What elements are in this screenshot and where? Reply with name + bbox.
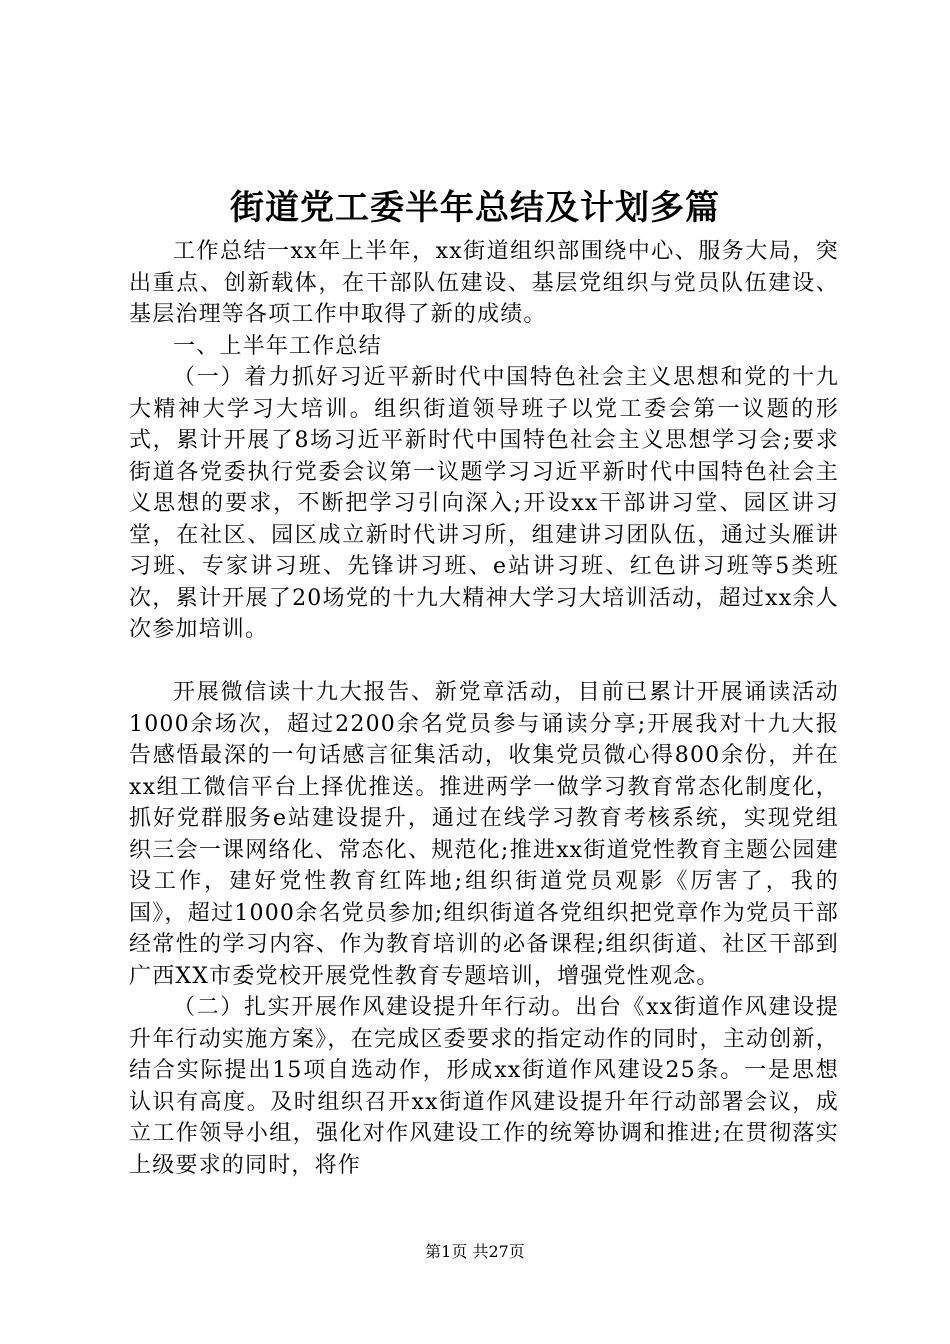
document-body [129,236,839,1181]
paragraph-study-training: （一）着力抓好习近平新时代中国特色社会主义思想和党的十九大精神大学习大培训。组织街道领导班子以党工委会第一议题的形式，累计开展了8场习近平新时代中国特色社会主义思想学习会;要求街道各党委执行党委会议第一议题学习习近平新时代中国特色社会主义思想的要求，不断把学习引向深入;开设xx干部讲习堂、园区讲习堂，在社区、园区成立新时代讲习所，组建讲习团队伍，通过头雁讲习班、专家讲习班、先锋讲习班、e站讲习班、红色讲习班等5类班次，累计开展了20场党的十九大精神大学习大培训活动，超过xx余人次参加培训。 [129,365,839,642]
section-heading: 一、上半年工作总结 [173,333,382,359]
page-number-footer: 第1页 共27页 [425,1242,525,1261]
paragraph-work-style: （二）扎实开展作风建设提升年行动。出台《xx街道作风建设提升年行动实施方案》，在完成区委要求的指定动作的同时，主动创新，结合实际提出15项自选动作，形成xx街道作风建设25条。一是思想认识有高度。及时组织召开xx街道作风建设提升年行动部署会议，成立工作领导小组，强化对作风建设工作的统筹协调和推进;在贯彻落实上级要求的同时，将作 [129,995,839,1178]
document-title: 街道党工委半年总结及计划多篇 [230,188,720,228]
paragraph-intro: 工作总结一xx年上半年，xx街道组织部围绕中心、服务大局，突出重点、创新载体，在干部队伍建设、基层党组织与党员队伍建设、基层治理等各项工作中取得了新的成绩。 [129,239,839,327]
paragraph-wechat-reading: 开展微信读十九大报告、新党章活动，目前已累计开展诵读活动1000余场次，超过2200余名党员参与诵读分享;开展我对十九大报告感悟最深的一句话感言征集活动，收集党员微心得800余份，并在xx组工微信平台上择优推送。推进两学一做学习教育常态化制度化，抓好党群服务e站建设提升，通过在线学习教育考核系统，实现党组织三会一课网络化、常态化、规范化;推进xx街道党性教育主题公园建设工作，建好党性教育红阵地;组织街道党员观影《厉害了，我的国》，超过1000余名党员参加;组织街道各党组织把党章作为党员干部经常性的学习内容、作为教育培训的必备课程;组织街道、社区干部到广西XX市委党校开展党性教育专题培训，增强党性观念。 [129,680,839,989]
